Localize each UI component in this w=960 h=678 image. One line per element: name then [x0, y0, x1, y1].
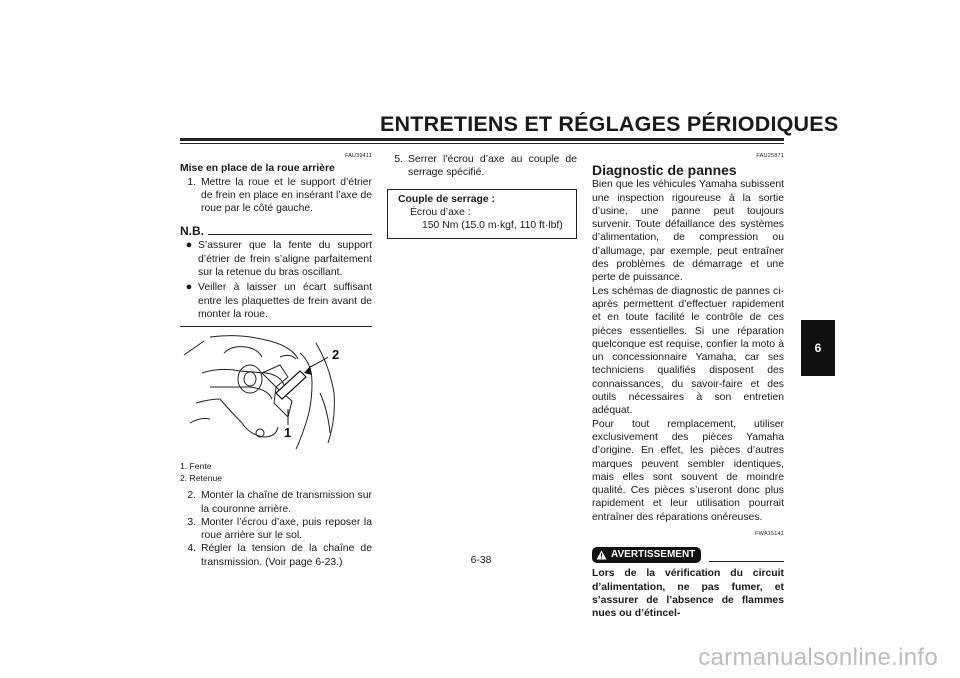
callout-1: 1 — [284, 425, 292, 441]
step-item — [180, 516, 372, 543]
nb-rule — [208, 234, 372, 235]
nb-bullet — [180, 239, 372, 279]
step-number: 3. — [187, 516, 196, 528]
section-heading: Mise en place de la roue arrière — [180, 163, 335, 175]
nb-bullet-text: S’assurer que la fente du support d’étrier de frein s’aligne parfaitement sur la retenue du bras oscillant. — [198, 240, 372, 279]
wheel-illustration — [180, 333, 371, 456]
step-item — [387, 153, 577, 180]
caption-line: 1. Fente — [180, 461, 212, 472]
spec-value: 150 Nm (15.0 m·kgf, 110 ft·lbf) — [422, 220, 563, 232]
step-list — [180, 176, 372, 216]
watermark: carmanualsonline.info — [698, 644, 938, 671]
step-text: Mettre la roue et le support d’étrier de frein en place en insérant l’axe de roue par le côté gauche. — [201, 176, 372, 215]
step-number: 2. — [187, 490, 196, 502]
reference-code: FAU25871 — [756, 153, 784, 159]
section-heading: Diagnostic de pannes — [592, 162, 737, 179]
warning-header — [592, 547, 784, 563]
chapter-tab: 6 — [801, 320, 835, 376]
figure-caption — [180, 460, 372, 484]
caliper-bracket-drawing — [180, 333, 371, 456]
paragraph: Pour tout remplacement, utiliser exclusivement des pièces Yamaha d’origine. En effet, les pièces d’autres marques peuvent sembler identiques, mais elles sont souvent de moindre qualité. Ces pièces s’useront donc plus rapidement et leur utilisation pourrait entraîner des réparations onéreuses. — [592, 418, 784, 523]
warning-badge — [592, 547, 701, 563]
torque-spec-box — [387, 189, 577, 240]
header-rule — [180, 138, 784, 141]
page-number: 6-38 — [470, 555, 492, 566]
step-text: Monter l’écrou d’axe, puis reposer la roue arrière sur le sol. — [201, 516, 372, 542]
nb-bullet-text: Veiller à laisser un écart suffisant entre les plaquettes de frein avant de monter la roue. — [198, 282, 372, 320]
step-item — [180, 489, 372, 516]
header-rule-thin — [180, 143, 784, 144]
step-item — [180, 176, 372, 216]
paragraph: Bien que les véhicules Yamaha subissent une inspection rigoureuse à la sortie d’usine, une panne peut toujours survenir. Toute défaillance des systèmes d’alimentation, de compression ou d’allumage, par exemple, peut entraîner des problèmes de démarrage et une perte de puissance. — [592, 179, 784, 284]
callout-2: 2 — [332, 347, 340, 363]
spec-label: Écrou d’axe : — [410, 206, 471, 218]
warning-triangle-icon — [596, 550, 607, 560]
caption-line: 2. Retenue — [180, 473, 223, 484]
warning-text: Lors de la vérification du circuit d’alimentation, ne pas fumer, et s’assurer de l’absence de flammes nues ou d’étincel- — [592, 568, 784, 620]
nb-label: N.B. — [180, 224, 204, 239]
step-number: 5. — [394, 154, 403, 165]
nb-bullet — [180, 281, 372, 321]
step-text: Monter la chaîne de transmission sur la couronne arrière. — [201, 490, 372, 515]
column-middle — [387, 153, 577, 239]
warning-rule — [709, 561, 784, 562]
warning-label: AVERTISSEMENT — [611, 549, 696, 561]
step-list — [180, 489, 372, 569]
column-right — [592, 150, 784, 621]
column-left — [180, 150, 372, 569]
bullet-dot-icon: ● — [185, 239, 193, 252]
step-item — [180, 542, 372, 569]
step-text: Régler la tension de la chaîne de transmission. (Voir page 6-23.) — [201, 543, 372, 568]
warning-code: FWA15141 — [755, 531, 784, 538]
paragraph: Les schémas de diagnostic de pannes ci-après permettent d’effectuer rapidement et en toute facilité le contrôle de ces pièces essentielles. Si une réparation quelconque est requise, confier la moto à un concessionnaire Yamaha, car ses techniciens qualifiés disposent des connaissances, du savoir-faire et des outils nécessaires à son entretien adéquat. — [592, 285, 784, 417]
step-text: Serrer l’écrou d’axe au couple de serrage spécifié. — [408, 154, 577, 179]
nb-header — [180, 225, 372, 237]
bullet-dot-icon: ● — [185, 281, 193, 294]
reference-code: FAU39411 — [344, 153, 372, 159]
nb-end-rule — [180, 326, 372, 327]
step-number: 1. — [187, 176, 196, 188]
spec-title: Couple de serrage : — [398, 193, 496, 205]
step-number: 4. — [187, 543, 196, 555]
page-title: ENTRETIENS ET RÉGLAGES PÉRIODIQUES — [380, 112, 839, 136]
